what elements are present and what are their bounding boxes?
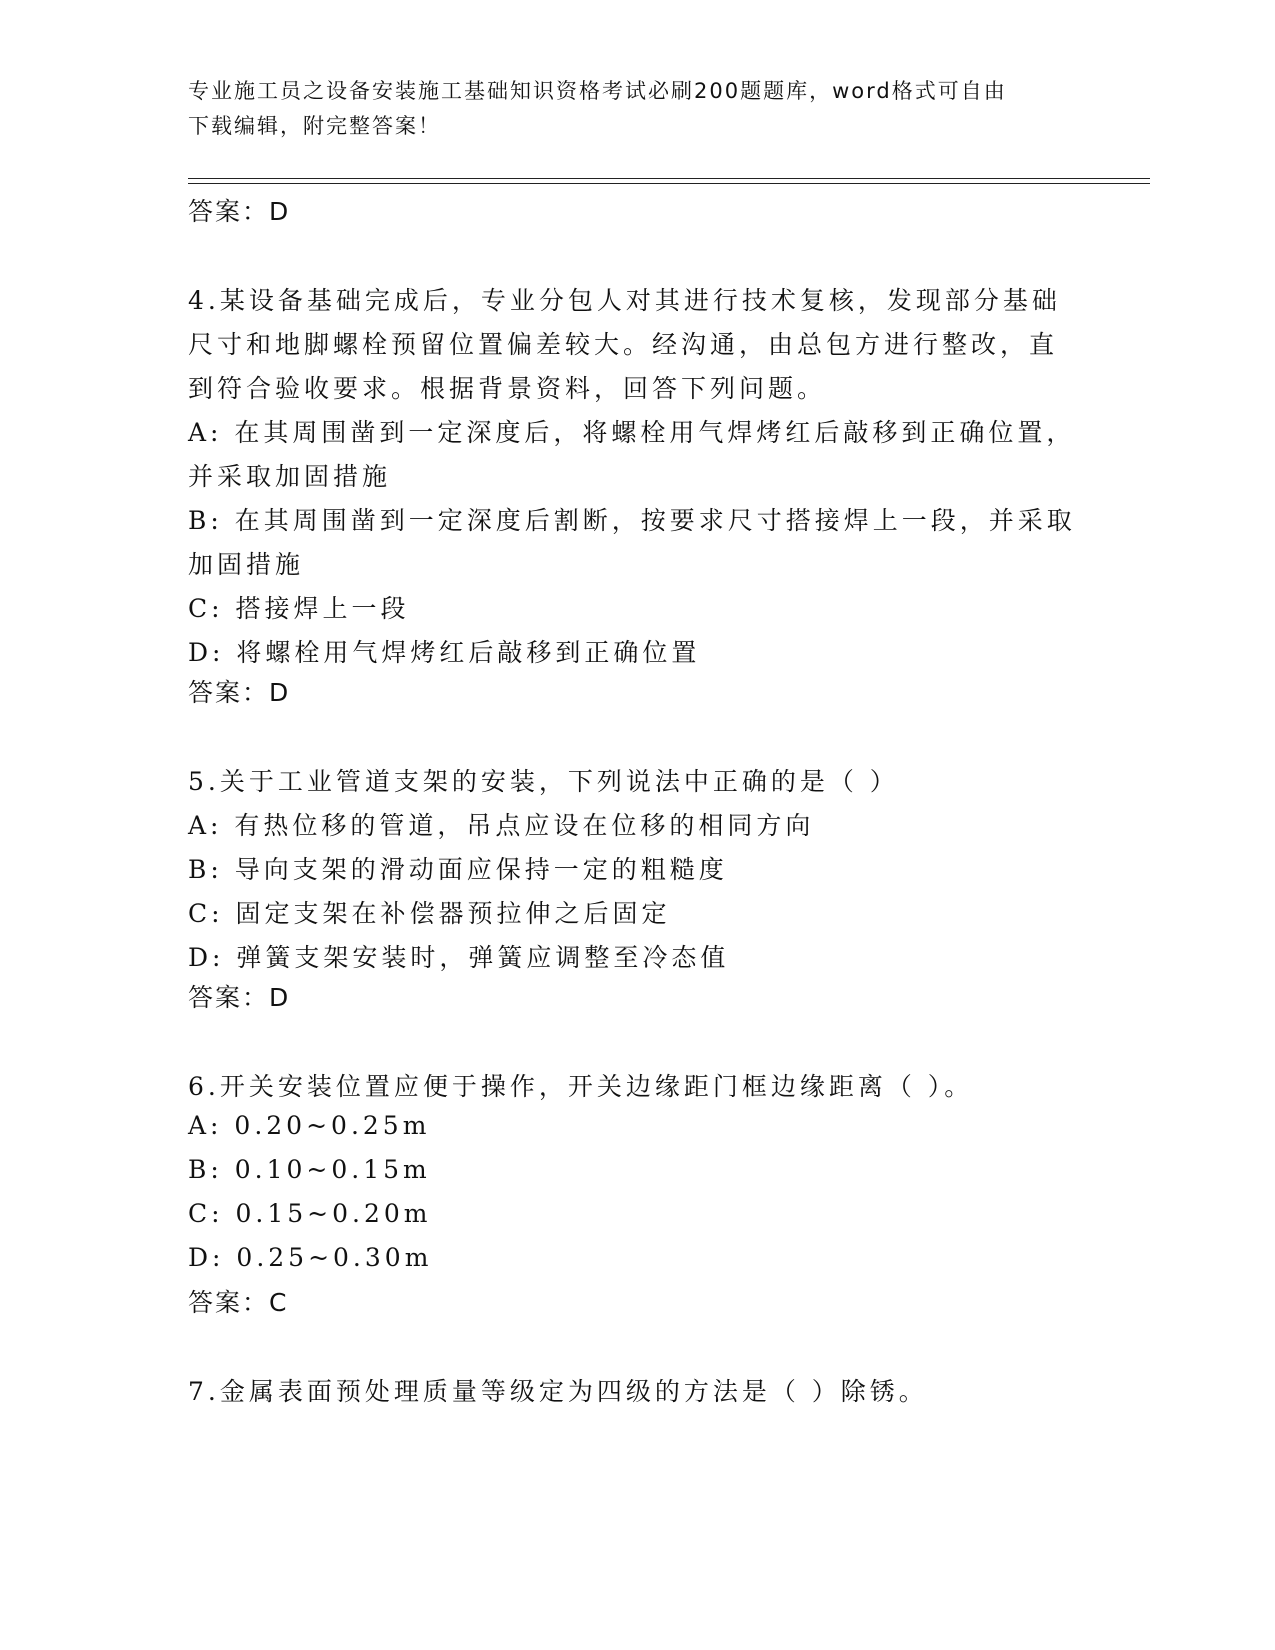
- answer-q3: 答案：D: [188, 197, 291, 226]
- q4-option-d: D: 将螺栓用气焊烤红后敲移到正确位置: [188, 638, 701, 667]
- q4-stem-line-1: 4.某设备基础完成后，专业分包人对其进行技术复核，发现部分基础: [188, 286, 1061, 315]
- q6-option-b: B: 0.10~0.15m: [188, 1155, 431, 1184]
- q4-option-c: C: 搭接焊上一段: [188, 594, 410, 623]
- document-header: [188, 74, 1088, 144]
- q6-option-c: C: 0.15~0.20m: [188, 1199, 432, 1228]
- header-divider-bottom: [188, 183, 1150, 184]
- q4-stem-line-2: 尺寸和地脚螺栓预留位置偏差较大。经沟通，由总包方进行整改，直: [188, 330, 1059, 359]
- q5-option-d: D: 弹簧支架安装时，弹簧应调整至冷态值: [188, 943, 730, 972]
- header-line-1: 专业施工员之设备安装施工基础知识资格考试必刷200题题库，word格式可自由: [188, 79, 1007, 103]
- q4-option-b-line-1: B: 在其周围凿到一定深度后割断，按要求尺寸搭接焊上一段，并采取: [188, 506, 1076, 535]
- q5-option-b: B: 导向支架的滑动面应保持一定的粗糙度: [188, 855, 728, 884]
- answer-q4: 答案：D: [188, 678, 291, 707]
- q4-stem-line-3: 到符合验收要求。根据背景资料，回答下列问题。: [188, 374, 827, 403]
- q6-option-d: D: 0.25~0.30m: [188, 1243, 433, 1272]
- answer-q6: 答案：C: [188, 1288, 289, 1317]
- q4-option-a-line-1: A: 在其周围凿到一定深度后，将螺栓用气焊烤红后敲移到正确位置，: [188, 418, 1076, 447]
- q4-option-a-line-2: 并采取加固措施: [188, 462, 392, 491]
- q6-stem: 6.开关安装位置应便于操作，开关边缘距门框边缘距离（ ）。: [188, 1072, 974, 1101]
- q7-stem: 7.金属表面预处理质量等级定为四级的方法是（ ）除锈。: [188, 1377, 928, 1406]
- answer-q5: 答案：D: [188, 983, 291, 1012]
- q5-option-c: C: 固定支架在补偿器预拉伸之后固定: [188, 899, 671, 928]
- q5-option-a: A: 有热位移的管道，吊点应设在位移的相同方向: [188, 811, 815, 840]
- q5-stem: 5.关于工业管道支架的安装，下列说法中正确的是（ ）: [188, 767, 899, 796]
- q6-option-a: A: 0.20~0.25m: [188, 1111, 431, 1140]
- header-line-2: 下载编辑，附完整答案！: [188, 114, 441, 138]
- header-divider-top: [188, 178, 1150, 179]
- q4-option-b-line-2: 加固措施: [188, 550, 305, 579]
